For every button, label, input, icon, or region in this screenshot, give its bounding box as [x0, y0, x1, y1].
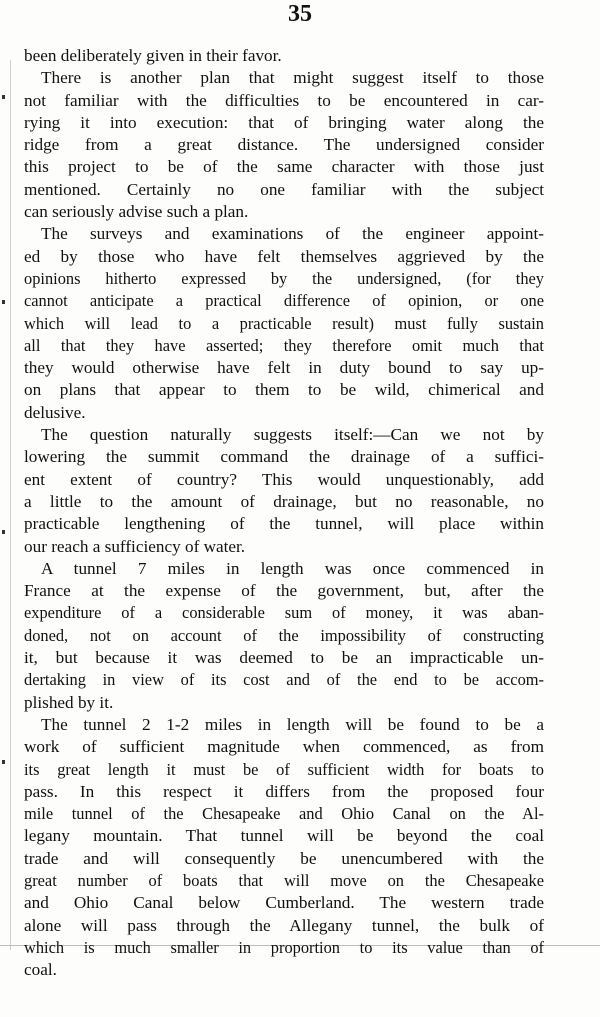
- text-line: expenditure of a considerable sum of money, it was aban-: [24, 603, 544, 623]
- margin-tick: [2, 760, 5, 764]
- text-line: ent extent of country? This would unquestionably, add: [24, 469, 544, 489]
- text-line: The surveys and examinations of the engineer appoint-: [41, 224, 544, 244]
- body-text: [24, 45, 544, 981]
- text-line: they would otherwise have felt in duty bound to say up-: [24, 358, 544, 378]
- text-line: The tunnel 2 1-2 miles in length will be found to be a: [41, 714, 544, 734]
- text-line: our reach a sufficiency of water.: [24, 536, 246, 556]
- text-line: and Ohio Canal below Cumberland. The western trade: [24, 893, 544, 913]
- text-line: lowering the summit command the drainage of a suffici-: [24, 447, 544, 467]
- text-line: legany mountain. That tunnel will be beyond the coal: [24, 826, 544, 846]
- text-line: delusive.: [24, 402, 86, 422]
- text-line: on plans that appear to them to be wild, chimerical and: [24, 380, 544, 400]
- text-line: alone will pass through the Allegany tunnel, the bulk of: [24, 915, 544, 935]
- margin-tick: [2, 95, 5, 99]
- text-line: work of sufficient magnitude when commenced, as from: [24, 737, 544, 757]
- text-line: all that they have asserted; they therefore omit much that: [24, 335, 544, 355]
- margin-marks: [0, 60, 14, 960]
- text-line: The question naturally suggests itself:—Can we not by: [41, 425, 544, 445]
- margin-tick: [2, 530, 5, 534]
- text-line: its great length it must be of sufficient width for boats to: [24, 759, 544, 779]
- text-line: doned, not on account of the impossibility of constructing: [24, 625, 544, 645]
- text-line: mile tunnel of the Chesapeake and Ohio Canal on the Al-: [24, 804, 544, 824]
- text-line: not familiar with the difficulties to be encountered in car-: [24, 90, 544, 110]
- text-line: a little to the amount of drainage, but no reasonable, no: [24, 491, 544, 511]
- text-line: which is much smaller in proportion to its value than of: [24, 937, 544, 957]
- margin-tick: [2, 300, 5, 304]
- text-line: ridge from a great distance. The undersigned consider: [24, 135, 544, 155]
- text-line: France at the expense of the government, but, after the: [24, 581, 544, 601]
- text-line: A tunnel 7 miles in length was once commenced in: [41, 558, 544, 578]
- text-line: been deliberately given in their favor.: [24, 46, 282, 65]
- text-line: ed by those who have felt themselves aggrieved by the: [24, 246, 544, 266]
- text-line: great number of boats that will move on the Chesapeake: [24, 870, 544, 890]
- text-line: which will lead to a practicable result) must fully sustain: [24, 313, 544, 333]
- text-line: dertaking in view of its cost and of the end to be accom-: [24, 670, 544, 690]
- text-line: coal.: [24, 960, 57, 980]
- text-line: There is another plan that might suggest itself to those: [41, 68, 544, 88]
- text-line: this project to be of the same character with those just: [24, 157, 544, 177]
- text-line: cannot anticipate a practical difference of opinion, or one: [24, 291, 544, 311]
- text-line: rying it into execution: that of bringing water along the: [24, 112, 544, 132]
- text-line: pass. In this respect it differs from the proposed four: [24, 781, 544, 801]
- page-number: 35: [288, 1, 312, 27]
- text-line: practicable lengthening of the tunnel, will place within: [24, 514, 544, 534]
- text-line: trade and will consequently be unencumbered with the: [24, 848, 544, 868]
- text-line: can seriously advise such a plan.: [24, 202, 249, 222]
- text-line: plished by it.: [24, 692, 114, 712]
- text-line: mentioned. Certainly no one familiar with the subject: [24, 179, 544, 199]
- text-line: it, but because it was deemed to be an impracticable un-: [24, 648, 544, 668]
- text-line: opinions hitherto expressed by the undersigned, (for they: [24, 268, 544, 288]
